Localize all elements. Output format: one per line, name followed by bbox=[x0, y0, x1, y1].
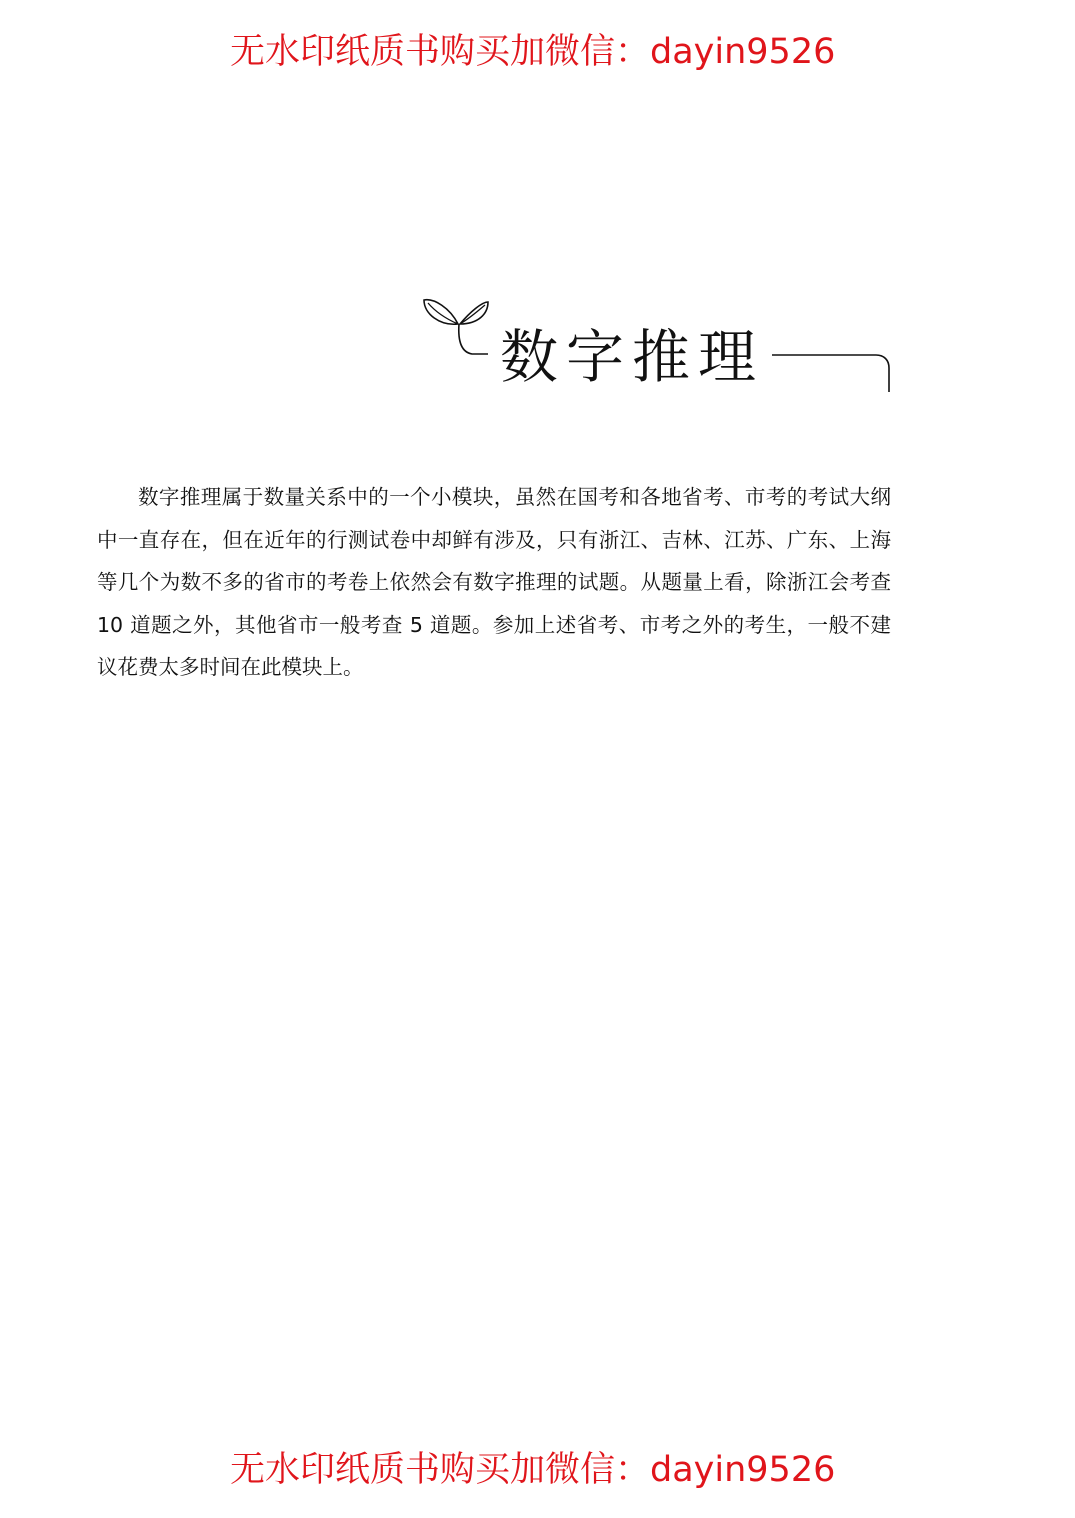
intro-paragraph: 数字推理属于数量关系中的一个小模块，虽然在国考和各地省考、市考的考试大纲中一直存在，但在近年的行测试卷中却鲜有涉及，只有浙江、吉林、江苏、广东、上海等几个为数不多的省市的考卷上依然会有数字推理的试题。从题量上看，除浙江会考查 10 道题之外，其他省市一般考查 5 道题。参加上述省考、市考之外的考生，一般不建议花费太多时间在此模块上。 bbox=[97, 485, 891, 679]
chapter-title: 数字推理 bbox=[500, 323, 765, 391]
watermark-top: 无水印纸质书购买加微信：dayin9526 bbox=[230, 32, 836, 72]
title-underline-decoration bbox=[764, 350, 894, 395]
watermark-bottom: 无水印纸质书购买加微信：dayin9526 bbox=[230, 1450, 836, 1490]
sprout-icon bbox=[420, 294, 500, 364]
